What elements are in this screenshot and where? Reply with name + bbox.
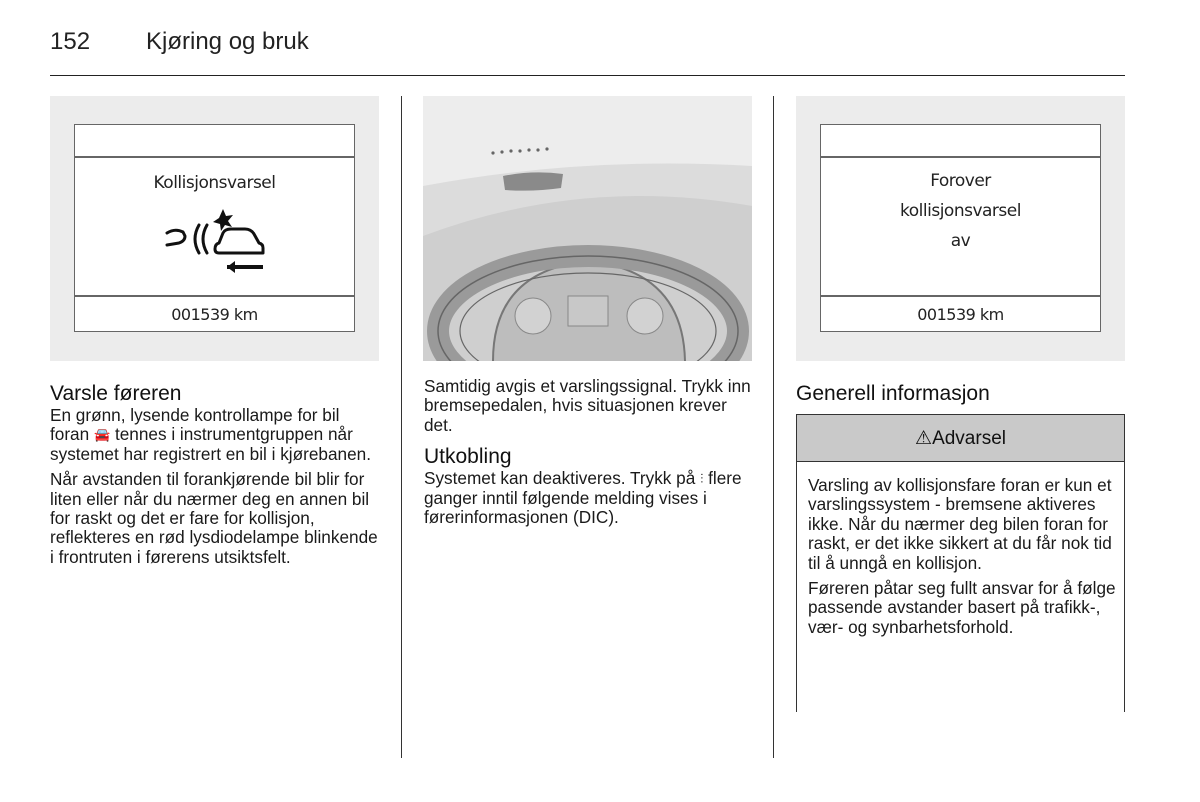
display-bottom-line	[75, 295, 354, 297]
collision-alert-button-icon: ⫶	[700, 471, 704, 487]
paragraph-text: tennes i instrumentgruppen når systemet har registrert en bil i kjørebanen.	[50, 424, 371, 464]
paragraph-text: En grønn, lysende kontrollampe for bil foran	[50, 405, 340, 445]
section-heading-general-info: Generell informasjon	[796, 382, 990, 405]
display-title: Kollisjonsvarsel	[153, 173, 276, 193]
column-1-text	[50, 382, 380, 573]
collision-warning-icon	[155, 203, 275, 275]
page-header	[50, 28, 309, 56]
column-3-heading	[796, 382, 1126, 406]
display-line-3: av	[950, 231, 971, 251]
front-car-icon: 🚘	[93, 427, 111, 443]
display-top-line	[75, 156, 354, 158]
warning-paragraph-2: Føreren påtar seg fullt ansvar for å følge passende avstander basert på trafikk-, vær- og synbarhetsforhold.	[808, 578, 1116, 637]
collision-alert-off-figure	[796, 96, 1125, 361]
section-heading-alert-driver: Varsle føreren	[50, 382, 182, 405]
page-number: 152	[50, 28, 91, 55]
collision-warning-figure	[50, 96, 379, 361]
header-divider	[50, 75, 1125, 76]
column-divider-1	[401, 96, 402, 758]
display-line-1: Forover	[930, 171, 991, 191]
warning-paragraph-1: Varsling av kollisjonsfare foran er kun et varslingssystem - bremsene aktiveres ikke. Når du nærmer deg bilen foran for raskt, er det ikke sikkert at du får nok tid til å unngå en kollisjon.	[808, 475, 1112, 573]
driver-info-display-off	[820, 124, 1101, 332]
warning-title: Advarsel	[932, 428, 1006, 449]
paragraph-deactivate	[424, 469, 754, 527]
display-bottom-line	[821, 295, 1100, 297]
paragraph-green-lamp	[50, 406, 380, 464]
display-top-line	[821, 156, 1100, 158]
paragraph-text: flere ganger inntil følgende melding vises i førerinformasjonen (DIC).	[424, 468, 742, 528]
paragraph-red-led: Når avstanden til forankjørende bil blir for liten eller når du nærmer deg en annen bil for raskt og det er fare for kollisjon, reflekteres en rød lysdiodelampe blinkende i frontruten i førerens utsiktsfelt.	[50, 469, 378, 567]
warning-title-row	[797, 415, 1124, 463]
column-divider-2	[773, 96, 774, 758]
windshield-led-icon	[423, 96, 752, 361]
warning-triangle-icon: ⚠	[915, 428, 933, 449]
column-2-text	[424, 377, 754, 533]
section-heading-deactivation: Utkobling	[424, 445, 512, 469]
odometer-reading: 001539 km	[171, 305, 258, 324]
paragraph-text: Systemet kan deaktiveres. Trykk på	[424, 468, 696, 489]
warning-body	[808, 476, 1116, 643]
driver-info-display	[74, 124, 355, 332]
odometer-reading: 001539 km	[917, 305, 1004, 324]
page-title: Kjøring og bruk	[146, 28, 309, 55]
windshield-figure	[423, 96, 752, 361]
warning-header	[796, 414, 1125, 462]
display-line-2: kollisjonsvarsel	[900, 201, 1021, 221]
paragraph-warning-signal: Samtidig avgis et varslingssignal. Trykk inn bremsepedalen, hvis situasjonen krever det.	[424, 376, 751, 435]
